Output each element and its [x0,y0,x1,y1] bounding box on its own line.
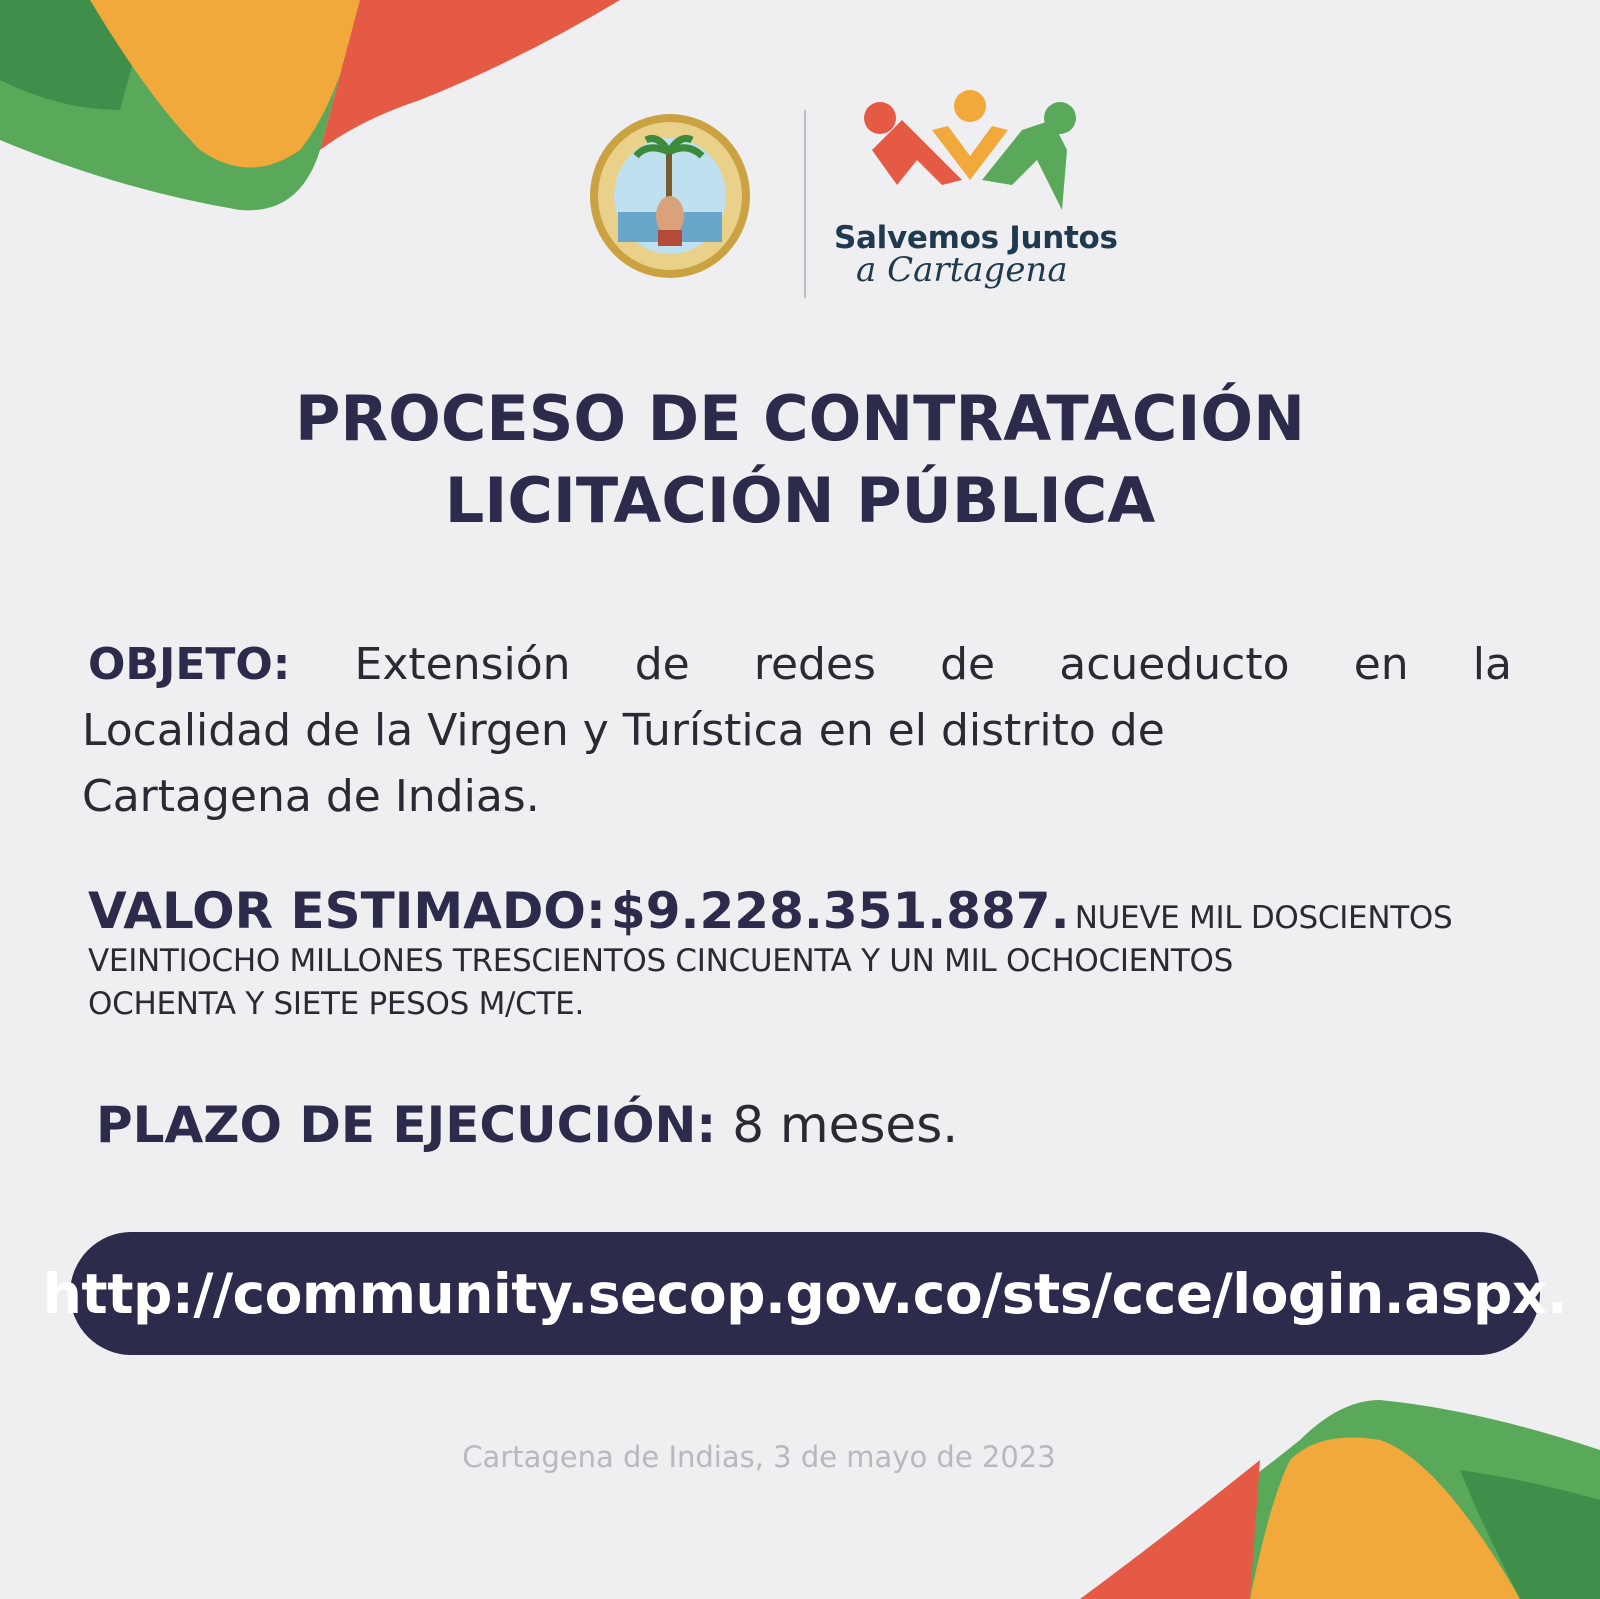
district-seal-logo [588,112,752,280]
logo-divider [804,110,806,298]
footer-date: Cartagena de Indias, 3 de mayo de 2023 [462,1440,1056,1474]
valor-amount: $9.228.351.887. [610,882,1070,940]
objeto-text-line2: Localidad de la Virgen y Turística en el distrito de [82,705,1165,756]
objeto-text-line3: Cartagena de Indias. [82,771,540,822]
brand-line2: a Cartagena [856,250,1068,290]
plazo-value: 8 meses. [732,1096,959,1154]
valor-section [88,882,1528,1026]
page-title [0,378,1600,542]
valor-label: VALOR ESTIMADO: [88,882,606,940]
url-banner[interactable] [42,1232,1568,1355]
title-line1: PROCESO DE CONTRATACIÓN [294,382,1305,455]
objeto-section [82,632,1512,830]
objeto-label: OBJETO: [88,639,291,690]
brand-line1: Salvemos Juntos [834,220,1118,256]
valor-words-line2: VEINTIOCHO MILLONES TRESCIENTOS CINCUENTA Y UN MIL OCHOCIENTOS [88,943,1233,979]
plazo-section [96,1092,1296,1158]
title-line2: LICITACIÓN PÚBLICA [444,464,1156,537]
plazo-label: PLAZO DE EJECUCIÓN: [96,1096,717,1154]
valor-words-line1: NUEVE MIL DOSCIENTOS [1074,900,1453,936]
url-link[interactable]: http://community.secop.gov.co/sts/cce/login.aspx. [42,1261,1568,1326]
objeto-text-line1: Extensión de redes de acueducto en la [354,639,1512,690]
salvemos-juntos-logo-mark [862,90,1082,220]
valor-words-line3: OCHENTA Y SIETE PESOS M/CTE. [88,986,585,1022]
